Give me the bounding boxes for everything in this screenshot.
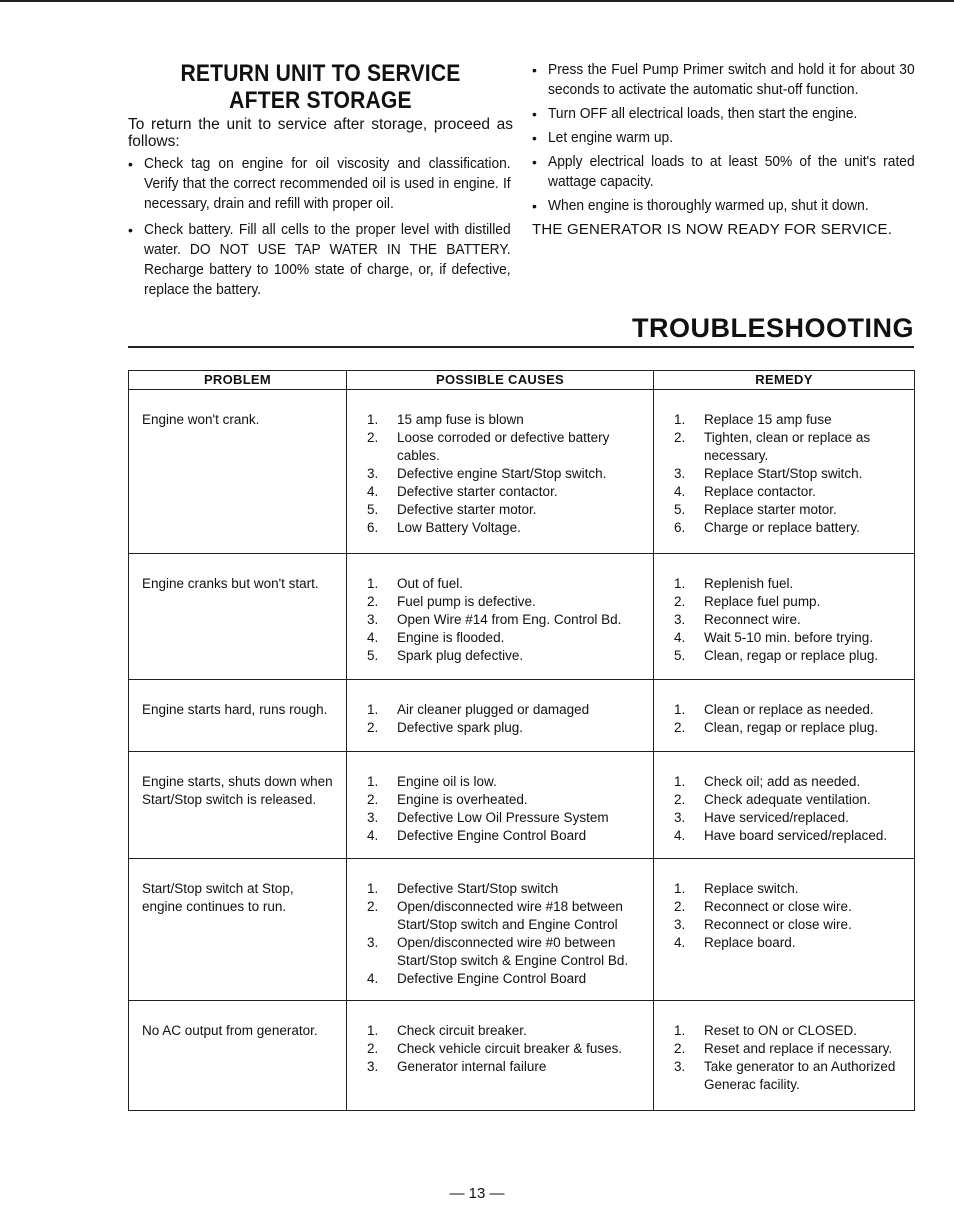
item-text: Open/disconnected wire #0 between Start/Stop switch & Engine Control Bd. <box>397 935 629 968</box>
list-item <box>674 719 908 737</box>
list-item <box>674 429 908 465</box>
item-number: 1. <box>367 702 379 717</box>
item-number: 6. <box>367 520 379 535</box>
problem-cell: No AC output from generator. <box>129 1001 347 1111</box>
item-number: 4. <box>674 484 686 499</box>
list-item <box>674 1058 908 1094</box>
title-line-1: RETURN UNIT TO SERVICE <box>180 60 461 87</box>
bullet-warm-up: • Let engine warm up. <box>532 128 917 148</box>
list-item <box>367 809 647 827</box>
item-number: 1. <box>367 576 379 591</box>
item-number: 2. <box>674 594 686 609</box>
problem-cell: Engine starts, shuts down when Start/Stop switch is released. <box>129 752 347 859</box>
item-number: 4. <box>367 828 379 843</box>
remedy-cell <box>654 859 915 1001</box>
causes-cell <box>347 1001 654 1111</box>
return-intro: To return the unit to service after storage, proceed as follows: <box>128 116 513 150</box>
list-item <box>367 934 647 970</box>
list-item <box>674 575 908 593</box>
item-text: Engine is flooded. <box>397 630 505 645</box>
list-item <box>367 898 647 934</box>
item-text: Defective engine Start/Stop switch. <box>397 466 607 481</box>
item-text: Low Battery Voltage. <box>397 520 521 535</box>
return-to-service-right-column <box>532 60 917 240</box>
list-item <box>674 773 908 791</box>
causes-list <box>367 701 647 737</box>
problem-cell: Engine starts hard, runs rough. <box>129 680 347 752</box>
item-text: Replace Start/Stop switch. <box>704 466 863 481</box>
item-text: Defective spark plug. <box>397 720 524 735</box>
list-item <box>674 934 908 952</box>
remedy-list <box>674 773 908 845</box>
bullet-check-battery: • Check battery. Fill all cells to the proper level with distilled water. DO NOT USE TAP WATER IN THE BATTERY. Recharge battery to 100% state of charge, or, if defective, replace the battery. <box>128 220 513 300</box>
item-text: Replace contactor. <box>704 484 816 499</box>
causes-cell <box>347 680 654 752</box>
left-bullet-list <box>128 154 513 300</box>
troubleshooting-title: TROUBLESHOOTING <box>632 313 914 343</box>
troubleshooting-table <box>128 370 915 1111</box>
item-number: 1. <box>674 1023 686 1038</box>
causes-cell <box>347 554 654 680</box>
item-number: 2. <box>367 792 379 807</box>
item-number: 4. <box>674 828 686 843</box>
problem-cell: Engine cranks but won't start. <box>129 554 347 680</box>
item-text: Out of fuel. <box>397 576 464 591</box>
header-problem: PROBLEM <box>129 371 347 390</box>
list-item <box>367 629 647 647</box>
causes-cell <box>347 859 654 1001</box>
item-number: 5. <box>367 502 379 517</box>
top-border-line <box>0 0 954 2</box>
item-number: 4. <box>367 484 379 499</box>
item-text: Loose corroded or defective battery cables. <box>397 430 610 463</box>
causes-cell <box>347 752 654 859</box>
item-text: Open/disconnected wire #18 between Start/Stop switch and Engine Control <box>397 899 623 932</box>
item-number: 2. <box>674 792 686 807</box>
bullet-shut-down: • When engine is thoroughly warmed up, shut it down. <box>532 196 917 216</box>
item-text: Spark plug defective. <box>397 648 524 663</box>
list-item <box>367 411 647 429</box>
item-number: 3. <box>367 810 379 825</box>
item-number: 6. <box>674 520 686 535</box>
item-text: Replenish fuel. <box>704 576 794 591</box>
list-item <box>367 575 647 593</box>
list-item <box>674 483 908 501</box>
problem-cell: Engine won't crank. <box>129 390 347 554</box>
item-number: 1. <box>674 576 686 591</box>
item-number: 2. <box>367 594 379 609</box>
item-text: Defective starter motor. <box>397 502 537 517</box>
list-item <box>367 1058 647 1076</box>
item-number: 3. <box>367 1059 379 1074</box>
bullet-turn-off-loads: • Turn OFF all electrical loads, then start the engine. <box>532 104 917 124</box>
list-item <box>674 465 908 483</box>
item-text: Check adequate ventilation. <box>704 792 871 807</box>
list-item <box>367 501 647 519</box>
causes-list <box>367 575 647 665</box>
return-section-title <box>151 60 490 114</box>
item-text: Air cleaner plugged or damaged <box>397 702 590 717</box>
causes-list <box>367 411 647 537</box>
list-item <box>674 411 908 429</box>
list-item <box>674 519 908 537</box>
item-number: 3. <box>367 612 379 627</box>
page-number: — 13 — <box>449 1185 505 1202</box>
table-row <box>129 752 915 859</box>
item-text: Replace switch. <box>704 881 799 896</box>
list-item <box>674 629 908 647</box>
list-item <box>674 501 908 519</box>
item-text: Replace fuel pump. <box>704 594 821 609</box>
table-row <box>129 680 915 752</box>
bullet-fuel-pump-primer: • Press the Fuel Pump Primer switch and hold it for about 30 seconds to activate the automatic shut-off function. <box>532 60 917 100</box>
list-item <box>367 719 647 737</box>
remedy-list <box>674 575 908 665</box>
item-number: 3. <box>674 917 686 932</box>
item-text: Have serviced/replaced. <box>704 810 849 825</box>
item-text: Clean, regap or replace plug. <box>704 648 879 663</box>
item-text: Check circuit breaker. <box>397 1023 527 1038</box>
item-number: 3. <box>674 612 686 627</box>
item-text: Defective starter contactor. <box>397 484 558 499</box>
list-item <box>367 647 647 665</box>
item-text: Check vehicle circuit breaker & fuses. <box>397 1041 623 1056</box>
list-item <box>367 1040 647 1058</box>
remedy-cell <box>654 752 915 859</box>
header-remedy: REMEDY <box>654 371 915 390</box>
list-item <box>367 483 647 501</box>
item-number: 1. <box>674 774 686 789</box>
list-item <box>674 1040 908 1058</box>
list-item <box>367 701 647 719</box>
item-text: Replace starter motor. <box>704 502 837 517</box>
item-number: 5. <box>674 502 686 517</box>
item-number: 2. <box>367 899 379 914</box>
item-text: Clean, regap or replace plug. <box>704 720 879 735</box>
item-text: Reconnect wire. <box>704 612 801 627</box>
item-number: 2. <box>367 1041 379 1056</box>
item-text: Replace 15 amp fuse <box>704 412 832 427</box>
list-item <box>674 701 908 719</box>
item-number: 2. <box>674 899 686 914</box>
list-item <box>367 791 647 809</box>
troubleshooting-divider <box>128 346 914 348</box>
title-line-2: AFTER STORAGE <box>229 87 412 114</box>
causes-list <box>367 773 647 845</box>
item-number: 4. <box>674 935 686 950</box>
item-text: Have board serviced/replaced. <box>704 828 888 843</box>
list-item <box>367 593 647 611</box>
item-text: Defective Engine Control Board <box>397 971 587 986</box>
item-number: 2. <box>674 1041 686 1056</box>
table-row <box>129 859 915 1001</box>
item-number: 3. <box>367 935 379 950</box>
item-text: Engine is overheated. <box>397 792 528 807</box>
item-number: 2. <box>674 720 686 735</box>
item-text: Reset and replace if necessary. <box>704 1041 893 1056</box>
item-text: Charge or replace battery. <box>704 520 860 535</box>
list-item <box>367 773 647 791</box>
item-text: Defective Start/Stop switch <box>397 881 559 896</box>
bullet-apply-loads: • Apply electrical loads to at least 50% of the unit's rated wattage capacity. <box>532 152 917 192</box>
table-header-row <box>129 371 915 390</box>
list-item <box>367 827 647 845</box>
remedy-list <box>674 411 908 537</box>
remedy-list <box>674 880 908 952</box>
list-item <box>674 647 908 665</box>
item-number: 4. <box>674 630 686 645</box>
causes-list <box>367 1022 647 1076</box>
item-text: Take generator to an Authorized Generac facility. <box>704 1059 896 1092</box>
table-row <box>129 1001 915 1111</box>
item-number: 3. <box>674 1059 686 1074</box>
item-text: Fuel pump is defective. <box>397 594 536 609</box>
list-item <box>367 611 647 629</box>
item-text: Engine oil is low. <box>397 774 497 789</box>
item-text: 15 amp fuse is blown <box>397 412 524 427</box>
item-number: 1. <box>674 412 686 427</box>
item-text: Reconnect or close wire. <box>704 917 852 932</box>
list-item <box>674 791 908 809</box>
item-text: Wait 5-10 min. before trying. <box>704 630 874 645</box>
remedy-cell <box>654 1001 915 1111</box>
item-number: 2. <box>674 430 686 445</box>
remedy-cell <box>654 390 915 554</box>
item-number: 4. <box>367 971 379 986</box>
item-number: 3. <box>674 466 686 481</box>
item-number: 1. <box>367 881 379 896</box>
item-number: 1. <box>367 412 379 427</box>
list-item <box>674 880 908 898</box>
item-number: 5. <box>367 648 379 663</box>
right-bullet-list <box>532 60 917 216</box>
item-text: Tighten, clean or replace as necessary. <box>704 430 871 463</box>
item-number: 1. <box>674 702 686 717</box>
item-text: Clean or replace as needed. <box>704 702 874 717</box>
remedy-list <box>674 1022 908 1094</box>
item-number: 2. <box>367 720 379 735</box>
item-text: Replace board. <box>704 935 796 950</box>
causes-list <box>367 880 647 988</box>
list-item <box>674 809 908 827</box>
item-number: 1. <box>367 774 379 789</box>
item-text: Reset to ON or CLOSED. <box>704 1023 858 1038</box>
list-item <box>367 429 647 465</box>
bullet-check-oil: • Check tag on engine for oil viscosity and classification. Verify that the correct recommended oil is used in engine. If necessary, drain and refill with proper oil. <box>128 154 513 214</box>
table-row <box>129 390 915 554</box>
table-row <box>129 554 915 680</box>
item-text: Generator internal failure <box>397 1059 547 1074</box>
item-number: 5. <box>674 648 686 663</box>
list-item <box>674 1022 908 1040</box>
problem-cell: Start/Stop switch at Stop, engine continues to run. <box>129 859 347 1001</box>
item-number: 4. <box>367 630 379 645</box>
item-number: 2. <box>367 430 379 445</box>
list-item <box>367 1022 647 1040</box>
item-text: Defective Low Oil Pressure System <box>397 810 609 825</box>
list-item <box>674 898 908 916</box>
list-item <box>674 593 908 611</box>
list-item <box>674 827 908 845</box>
list-item <box>367 519 647 537</box>
item-text: Defective Engine Control Board <box>397 828 587 843</box>
remedy-cell <box>654 554 915 680</box>
list-item <box>367 465 647 483</box>
list-item <box>674 916 908 934</box>
item-number: 3. <box>674 810 686 825</box>
item-number: 3. <box>367 466 379 481</box>
item-text: Check oil; add as needed. <box>704 774 861 789</box>
list-item <box>367 970 647 988</box>
remedy-list <box>674 701 908 737</box>
item-text: Reconnect or close wire. <box>704 899 852 914</box>
remedy-cell <box>654 680 915 752</box>
list-item <box>674 611 908 629</box>
header-possible-causes: POSSIBLE CAUSES <box>347 371 654 390</box>
return-to-service-left-column <box>128 60 513 306</box>
causes-cell <box>347 390 654 554</box>
item-number: 1. <box>367 1023 379 1038</box>
item-number: 1. <box>674 881 686 896</box>
list-item <box>367 880 647 898</box>
ready-for-service-note: THE GENERATOR IS NOW READY FOR SERVICE. <box>532 221 893 238</box>
item-text: Open Wire #14 from Eng. Control Bd. <box>397 612 622 627</box>
troubleshooting-table-body <box>129 390 915 1111</box>
